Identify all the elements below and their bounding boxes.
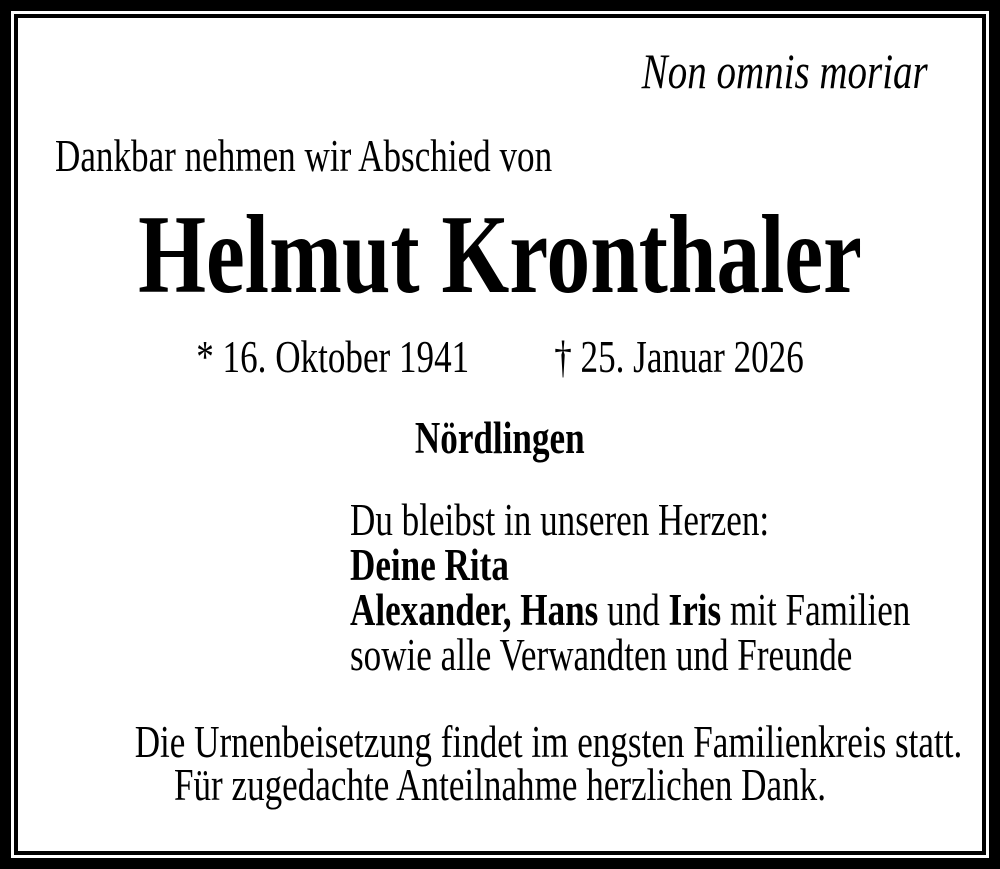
closing-block bbox=[18, 717, 982, 810]
motto-row bbox=[18, 43, 928, 99]
death-date: † 25. Januar 2026 bbox=[554, 332, 804, 382]
family-line4-text: sowie alle Verwandten und Freunde bbox=[350, 630, 853, 680]
family-block bbox=[350, 495, 986, 680]
family-line3-text bbox=[350, 585, 911, 635]
family-line2-text: Deine Rita bbox=[350, 540, 509, 590]
family-line-herzen bbox=[350, 495, 986, 545]
deceased-name-row bbox=[18, 193, 982, 317]
closing-line2-text: Für zugedachte Anteilnahme herzlichen Dank. bbox=[173, 760, 827, 810]
intro-text: Dankbar nehmen wir Abschied von bbox=[55, 131, 553, 181]
family-names-bold-1: Alexander, Hans bbox=[350, 585, 599, 635]
family-line-friends bbox=[350, 630, 986, 680]
family-names-mid: und bbox=[598, 585, 669, 635]
closing-line1-text: Die Urnenbeisetzung findet im engsten Familienkreis statt. bbox=[134, 717, 963, 767]
family-names-bold-2: Iris bbox=[668, 585, 722, 635]
family-names-end: mit Familien bbox=[721, 585, 911, 635]
dates-row bbox=[124, 332, 876, 382]
family-line-rita bbox=[350, 540, 986, 590]
obituary-notice-frame bbox=[14, 14, 986, 855]
closing-line-1 bbox=[18, 717, 982, 767]
city-name: Nördlingen bbox=[415, 413, 585, 463]
city-row bbox=[18, 413, 982, 463]
birth-date: * 16. Oktober 1941 bbox=[196, 332, 470, 382]
deceased-name: Helmut Kronthaler bbox=[138, 193, 862, 317]
motto-text: Non omnis moriar bbox=[641, 43, 928, 99]
intro-row bbox=[55, 131, 692, 181]
family-line-children bbox=[350, 585, 986, 635]
family-line1-text: Du bleibst in unseren Herzen: bbox=[350, 495, 770, 545]
closing-line-2 bbox=[18, 760, 982, 810]
